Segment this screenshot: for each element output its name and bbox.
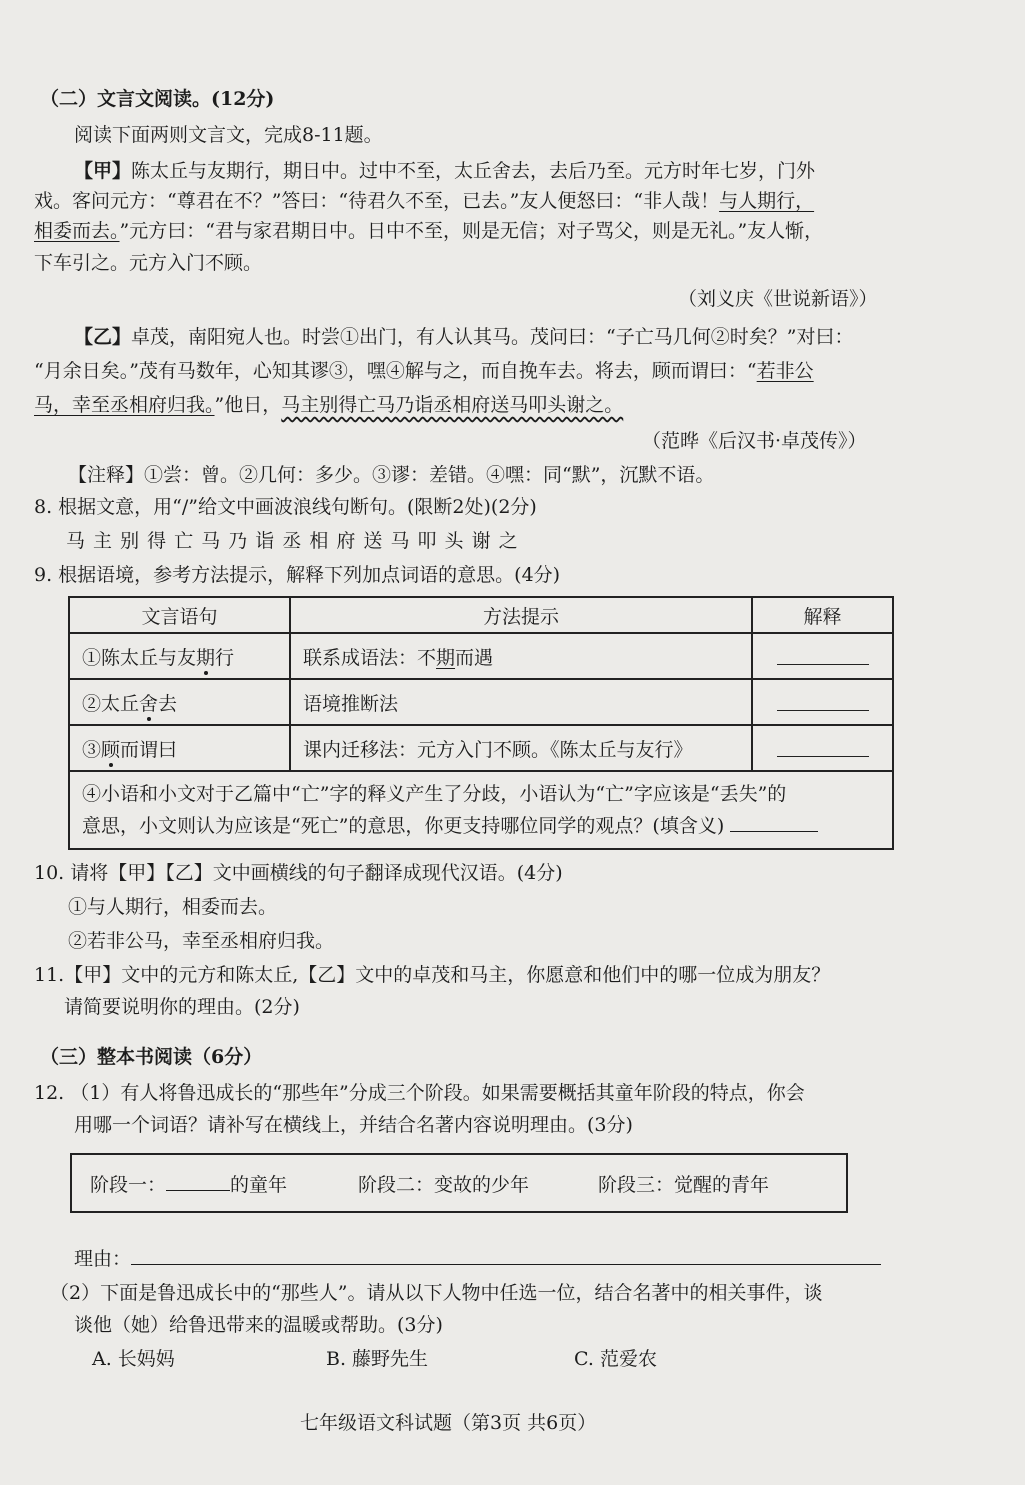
table-row [69, 679, 893, 725]
answer-cell[interactable] [752, 725, 893, 771]
underlined-sentence: 与人期行， [719, 190, 815, 212]
stage-box [70, 1153, 848, 1213]
table-cell: 课内迁移法：元方入门不顾。《陈太丘与友行》 [290, 725, 752, 771]
question-8: 8. 根据文意，用“/”给文中画波浪线句断句。(限断2处)(2分) [34, 496, 537, 518]
underlined-sentence: 若非公 [756, 360, 814, 382]
question-11: 11.【甲】文中的元方和陈太丘,【乙】文中的卓茂和马主，你愿意和他们中的哪一位成为朋友？ [34, 964, 831, 986]
passage-jia-line: 相委而去。”元方曰：“君与家君期日中。日中不至，则是无信；对子骂父，则是无礼。”友人惭， [34, 220, 824, 242]
answer-blank [777, 642, 869, 665]
notes: 【注释】①尝：曾。②几何：多少。③谬：差错。④嘿：同“默”，沉默不语。 [68, 464, 715, 486]
stage-one: 阶段一： 的童年 [90, 1174, 288, 1196]
question-10: 10. 请将【甲】【乙】文中画横线的句子翻译成现代汉语。(4分) [34, 862, 563, 884]
table-cell-wide: ④小语和小文对于乙篇中“亡”字的释义产生了分歧，小语认为“亡”字应该是“丢失”的 意思，小文则认为应该是“死亡”的意思，你更支持哪位同学的观点？(填含义) [69, 771, 893, 849]
passage-jia-line: 下车引之。元方入门不顾。 [34, 252, 263, 274]
table-row [69, 633, 893, 679]
passage-label: 【乙】 [74, 326, 132, 348]
option-c: C. 范爱农 [574, 1348, 657, 1370]
answer-cell[interactable] [752, 633, 893, 679]
option-a: A. 长妈妈 [92, 1348, 175, 1370]
table-row [69, 725, 893, 771]
passage-yi-line: “月余日矣。”茂有马数年，心知其谬③，嘿④解与之，而自挽车去。将去，顾而谓曰：“若非公 [34, 360, 814, 382]
table-cell: ③顾而谓曰 [69, 725, 290, 771]
question-8-sentence: 马 主 别 得 亡 马 乃 诣 丞 相 府 送 马 叩 头 谢 之 [66, 530, 519, 552]
question-12-part2: 谈他（她）给鲁迅带来的温暖或帮助。(3分) [74, 1314, 443, 1336]
passage-yi-line: 马，幸至丞相府归我。”他日，马主别得亡马乃诣丞相府送马叩头谢之。 [34, 394, 624, 416]
answer-blank [777, 688, 869, 711]
page-footer: 七年级语文科试题（第3页 共6页） [300, 1412, 597, 1434]
question-9-table [68, 596, 894, 850]
question-9: 9. 根据语境，参考方法提示，解释下列加点词语的意思。(4分) [34, 564, 561, 586]
stage-two: 阶段二：变故的少年 [358, 1174, 530, 1196]
table-header: 文言语句 [69, 597, 290, 633]
table-row [69, 771, 893, 849]
underlined-sentence: 马，幸至丞相府归我。 [34, 394, 215, 416]
answer-blank[interactable] [131, 1246, 881, 1265]
table-header: 方法提示 [290, 597, 752, 633]
answer-blank [777, 734, 869, 757]
question-10-item: ①与人期行，相委而去。 [68, 896, 278, 918]
reason-line: 理由： [74, 1246, 881, 1272]
stage-three: 阶段三：觉醒的青年 [598, 1174, 770, 1196]
answer-blank[interactable] [166, 1172, 230, 1191]
question-11: 请简要说明你的理由。(2分) [64, 996, 300, 1018]
question-12: 12. （1）有人将鲁迅成长的“那些年”分成三个阶段。如果需要概括其童年阶段的特点，你会 [34, 1082, 805, 1104]
underlined-word: 期 [436, 646, 456, 669]
question-10-item: ②若非公马，幸至丞相府归我。 [68, 930, 335, 952]
table-header: 解释 [752, 597, 893, 633]
question-12-part2: （2）下面是鲁迅成长中的“那些人”。请从以下人物中任选一位，结合名著中的相关事件，谈 [50, 1282, 823, 1304]
section-heading: （二）文言文阅读。(12分) [40, 88, 275, 110]
passage-label: 【甲】 [74, 160, 132, 182]
table-cell: 语境推断法 [290, 679, 752, 725]
passage-jia-line: 戏。客问元方：“尊君在不？”答曰：“待君久不至，已去。”友人便怒曰：“非人哉！与人期行， [34, 190, 815, 212]
dotted-word: 期 [196, 646, 216, 669]
passage-jia-line: 【甲】陈太丘与友期行，期日中。过中不至，太丘舍去，去后乃至。元方时年七岁，门外 [74, 160, 816, 182]
underlined-sentence: 相委而去。 [34, 220, 120, 242]
table-cell: ②太丘舍去 [69, 679, 290, 725]
table-cell: 联系成语法：不期而遇 [290, 633, 752, 679]
section-heading: （三）整本书阅读（6分） [40, 1046, 263, 1068]
passage-source: （刘义庆《世说新语》） [678, 288, 878, 310]
answer-cell[interactable] [752, 679, 893, 725]
option-b: B. 藤野先生 [326, 1348, 429, 1370]
passage-source: （范晔《后汉书·卓茂传》） [642, 430, 867, 452]
answer-blank[interactable] [730, 813, 818, 832]
dotted-word: 舍 [139, 692, 159, 715]
dotted-word: 顾 [101, 738, 121, 761]
wavy-sentence: 马主别得亡马乃诣丞相府送马叩头谢之。 [281, 394, 624, 416]
passage-yi-line: 【乙】卓茂，南阳宛人也。时尝①出门，有人认其马。茂问曰：“子亡马几何②时矣？”对曰： [74, 326, 854, 348]
question-12: 用哪一个词语？请补写在横线上，并结合名著内容说明理由。(3分) [74, 1114, 633, 1136]
section-intro: 阅读下面两则文言文，完成8-11题。 [74, 124, 383, 146]
table-cell: ①陈太丘与友期行 [69, 633, 290, 679]
